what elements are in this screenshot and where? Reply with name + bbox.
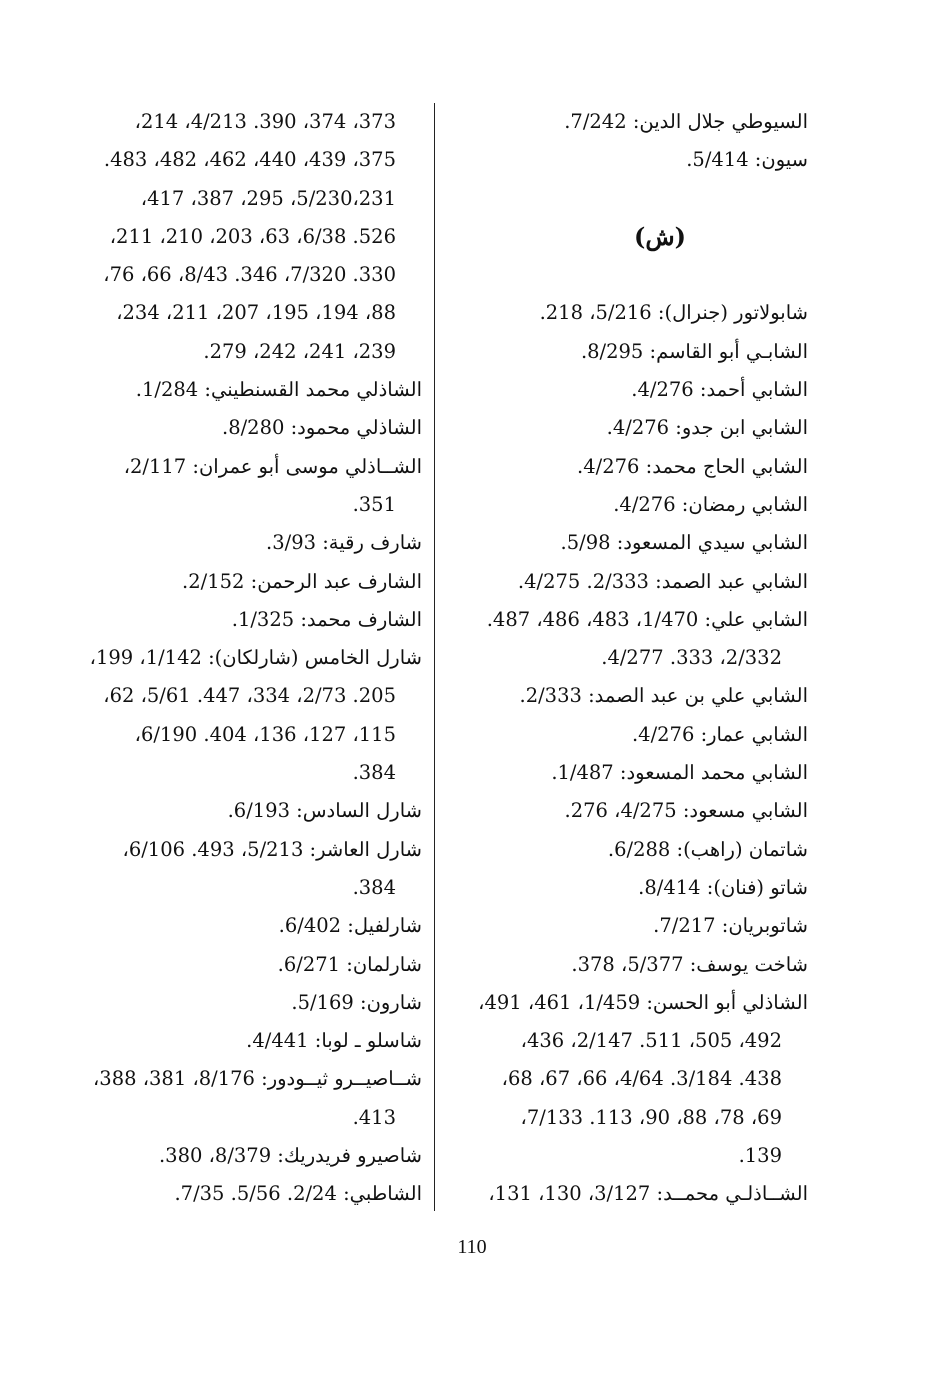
index-entry: الشارف عبد الرحمن: 2/152. — [182, 569, 422, 593]
index-entry: الشابي عمار: 4/276. — [631, 722, 808, 746]
index-entry: السيوطي جلال الدين: 7/242. — [564, 110, 808, 133]
column-divider — [434, 103, 435, 1211]
index-entry: شاتمان (راهب): 6/288. — [607, 837, 808, 861]
index-entry: الشابي أحمد: 4/276. — [631, 378, 808, 402]
index-entry-continuation: 115، 127، 136، 404. 6/190، — [134, 722, 396, 746]
index-entry: شارل الخامس (شارلكان): 1/142، 199، — [89, 646, 422, 670]
index-entry: شارف رقية: 3/93. — [266, 531, 422, 555]
index-entry-continuation: 384. — [352, 761, 396, 785]
index-entry: شاسلو ـ لوبا: 4/441. — [246, 1029, 422, 1053]
index-entry-continuation: 2/332، 333. 4/277. — [601, 646, 782, 670]
spacer — [512, 256, 808, 294]
index-entry-continuation: 375، 439، 440، 462، 482، 483. — [103, 148, 396, 172]
index-entry: شاصيرو فريدريك: 8/379، 380. — [158, 1144, 422, 1168]
index-entry-continuation: 205. 2/73، 334، 447. 5/61، 62، — [103, 684, 396, 708]
index-entry: الشاطبي: 2/24. 5/56. 7/35. — [174, 1182, 422, 1206]
section-letter-heading: (ش) — [633, 221, 686, 251]
index-entry-continuation: 88، 194، 195، 207، 211، 234، — [116, 301, 396, 325]
index-entry-continuation: 139. — [738, 1144, 782, 1168]
left-column — [48, 103, 422, 1214]
index-entry: الشابي ابن جدو: 4/276. — [606, 416, 808, 440]
index-entry-continuation: 413. — [352, 1105, 396, 1129]
index-entry: الشابي علي: 1/470، 483، 486، 487. — [486, 607, 808, 631]
index-entry: شارون: 5/169. — [291, 990, 422, 1014]
index-entry-continuation: 438. 3/184. 4/64، 66، 67، 68، — [501, 1067, 782, 1091]
index-entry-continuation: 373، 374، 390. 4/213، 214، — [134, 110, 396, 133]
index-entry: الشابي علي بن عبد الصمد: 2/333. — [519, 684, 808, 708]
index-entry: شارل السادس: 6/193. — [227, 799, 422, 823]
index-entry: سيون: 5/414. — [686, 148, 808, 172]
index-entry: شارلمان: 6/271. — [277, 952, 422, 976]
index-entry-continuation: 330. 7/320، 346. 8/43، 66، 76، — [103, 263, 396, 287]
index-entry: الشابي عبد الصمد: 2/333. 4/275. — [517, 569, 808, 593]
index-entry-continuation: 492، 505، 511. 2/147، 436، — [520, 1029, 782, 1053]
page-number: 110 — [457, 1236, 487, 1258]
index-entry: الشابـي أبو القاسم: 8/295. — [580, 339, 808, 363]
index-entry: شابولاتور (جنرال): 5/216، 218. — [539, 301, 808, 325]
index-entry-continuation: 5/230،231، 295، 387، 417، — [140, 186, 396, 210]
index-entry: شاخت يوسف: 5/377، 378. — [571, 952, 808, 976]
index-entry: شارلفيل: 6/402. — [278, 914, 422, 938]
index-entry: الشابي مسعود: 4/275، 276. — [564, 799, 808, 823]
index-entry: شاتوبريان: 7/217. — [653, 914, 808, 938]
index-entry: شاتو (فنان): 8/414. — [638, 875, 808, 899]
index-entry-continuation: 384. — [352, 875, 396, 899]
index-entry-continuation: 526. 6/38، 63، 203، 210، 211، — [109, 224, 396, 248]
index-entry: الشــاذلـي محمــد: 3/127، 130، 131، — [488, 1182, 808, 1206]
index-entry: الشاذلي محمد القسنطيني: 1/284. — [135, 378, 422, 402]
index-entry: الشاذلي أبو الحسن: 1/459، 461، 491، — [478, 990, 808, 1014]
index-entry-continuation: 351. — [352, 492, 396, 516]
right-column — [478, 103, 808, 1214]
index-entry-continuation: 239، 241، 242، 279. — [203, 339, 396, 363]
spacer — [512, 180, 808, 218]
index-entry: الشاذلي محمود: 8/280. — [221, 416, 422, 440]
index-entry: الشابي سيدي المسعود: 5/98. — [560, 531, 808, 555]
index-entry: الشابي الحاج محمد: 4/276. — [577, 454, 808, 478]
index-entry: شــاصيــرو ثيــودور: 8/176، 381، 388، — [92, 1067, 422, 1091]
index-entry: شارل العاشر: 5/213، 493. 6/106، — [122, 837, 422, 861]
index-entry-continuation: 69، 78، 88، 90، 113. 7/133، — [520, 1105, 782, 1129]
index-entry: الشــاذلي موسى أبو عمران: 2/117، — [123, 454, 422, 478]
index-entry: الشابي رمضان: 4/276. — [613, 492, 808, 516]
index-entry: الشارف محمد: 1/325. — [231, 607, 422, 631]
index-entry: الشابي محمد المسعود: 1/487. — [551, 761, 808, 785]
